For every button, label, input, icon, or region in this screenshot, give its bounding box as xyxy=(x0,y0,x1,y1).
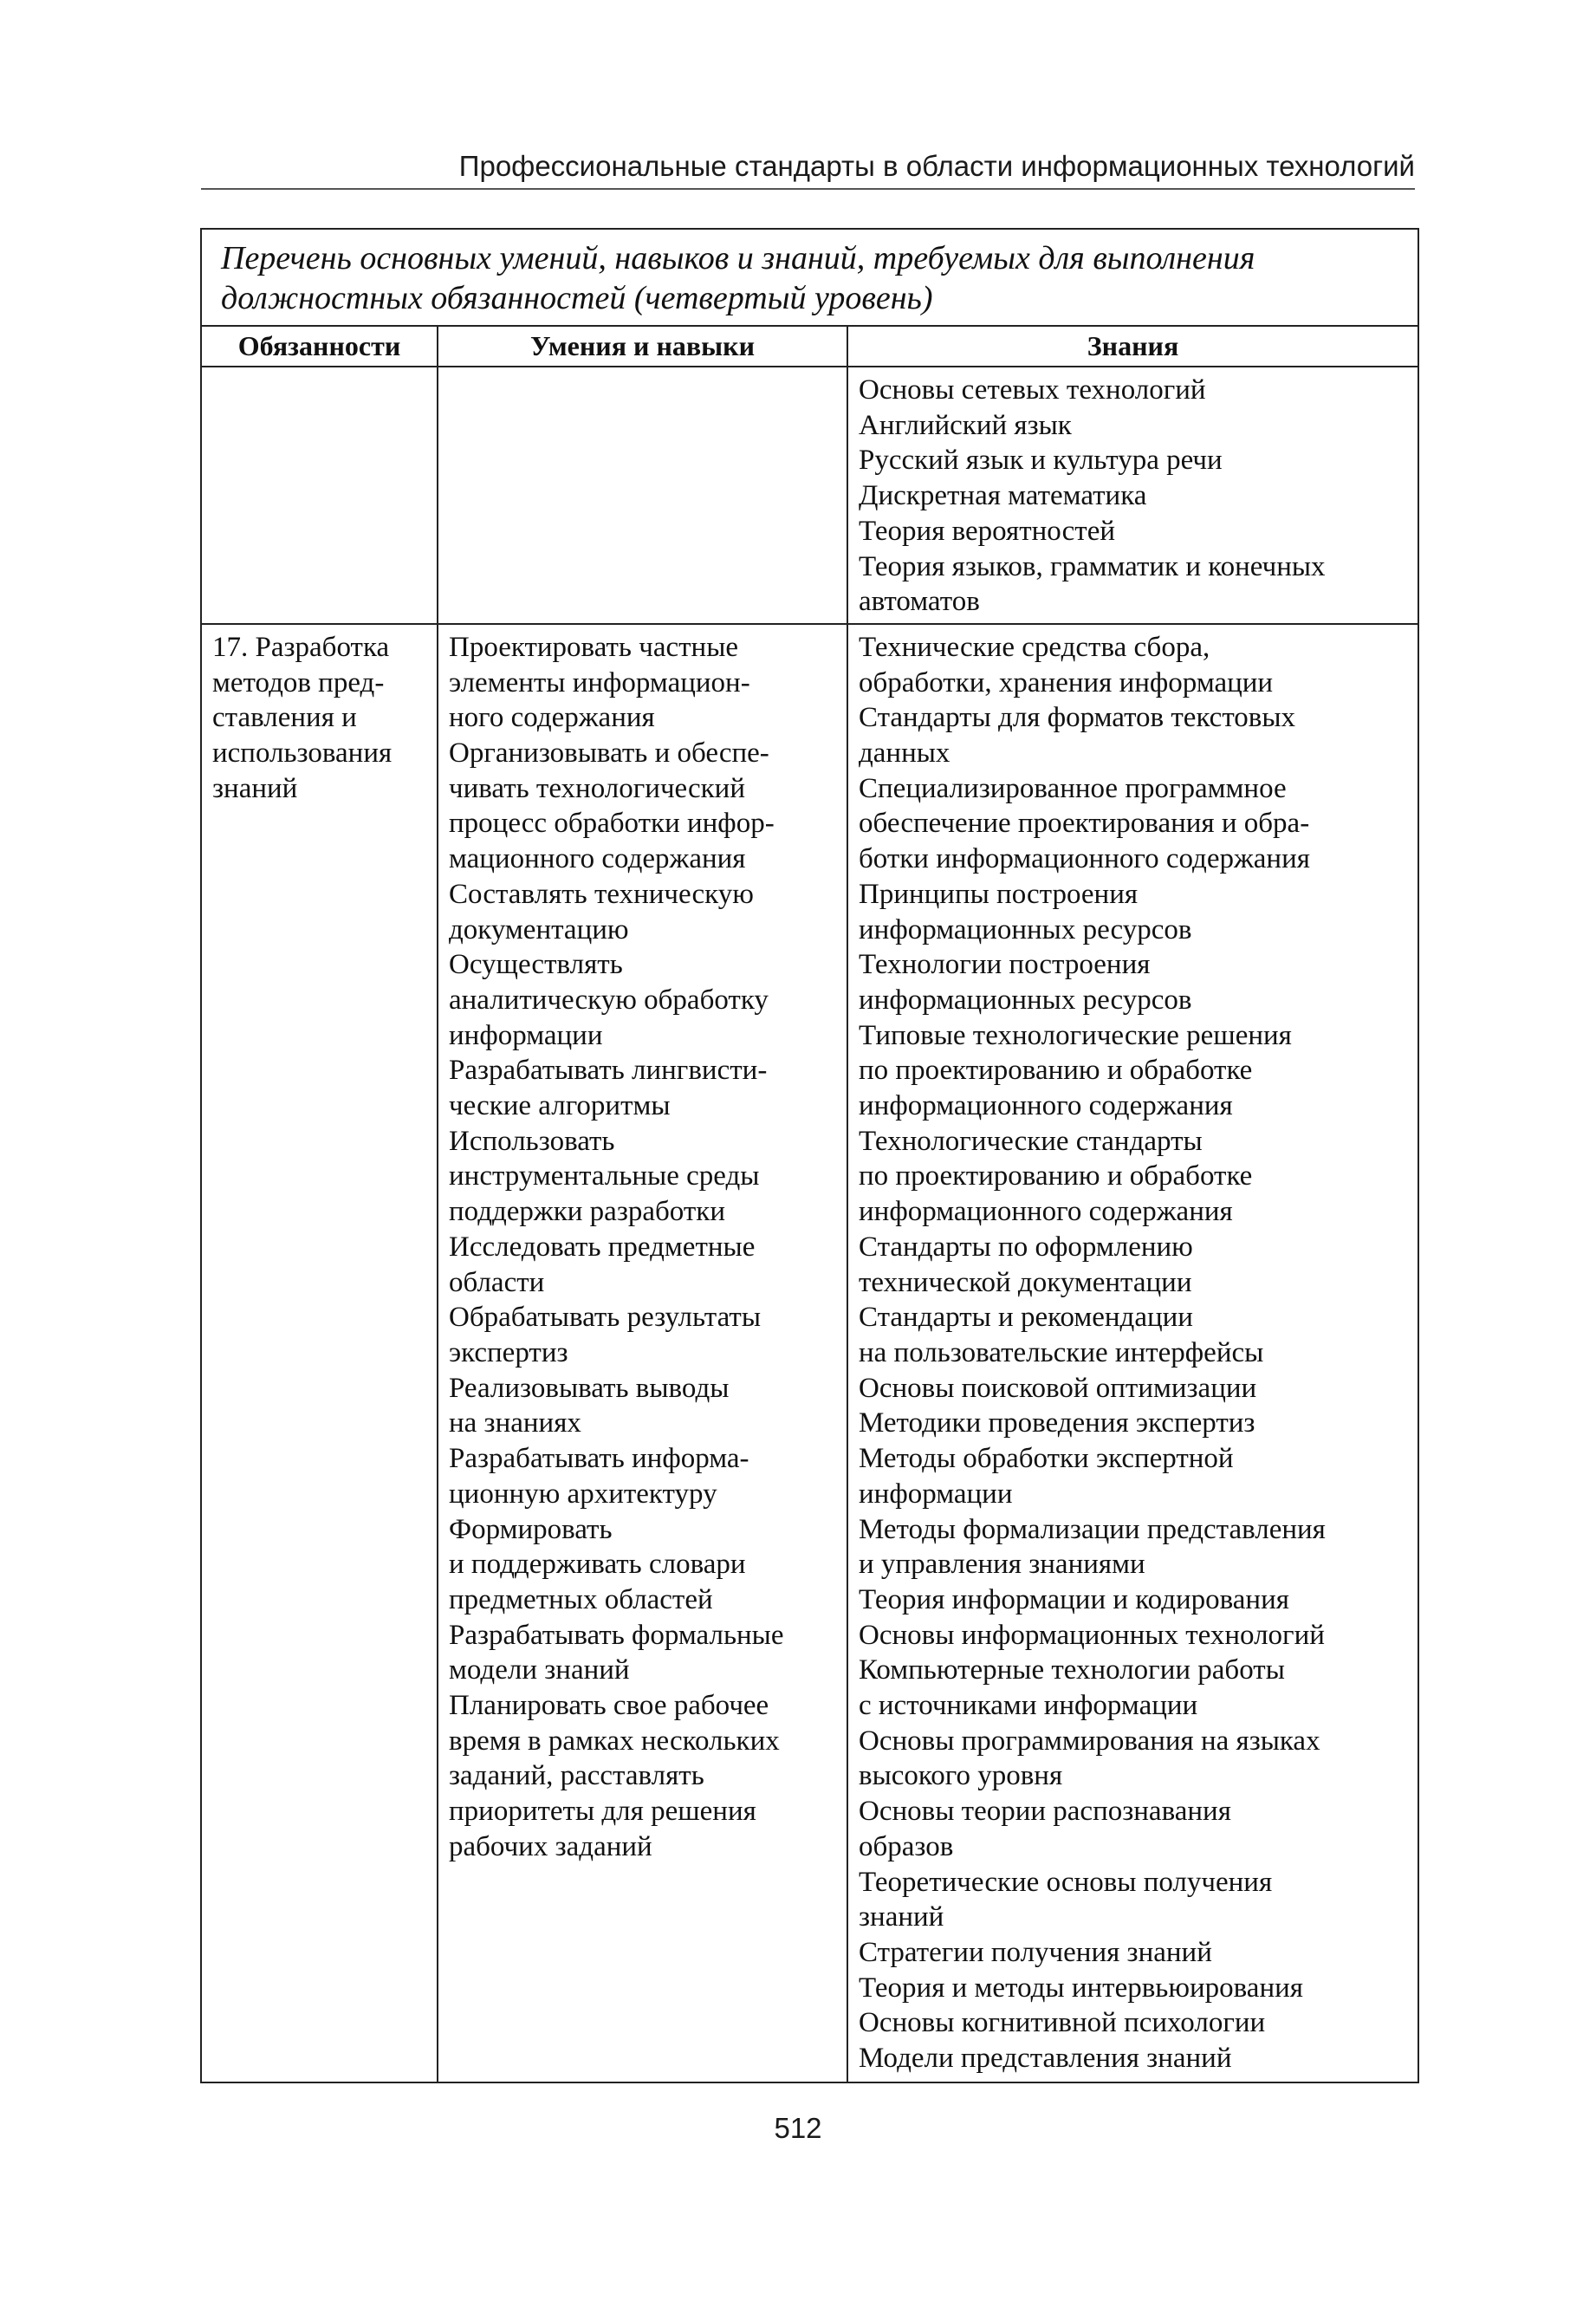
cell-line: документацию xyxy=(449,913,629,945)
caption-line: Перечень основных умений, навыков и знаний, требуемых для выполнения xyxy=(221,240,1255,276)
cell-line: данных xyxy=(859,737,950,770)
cell-line: информации xyxy=(859,1478,1013,1510)
cell-line: Компьютерные технологии работы xyxy=(859,1654,1285,1686)
cell-line: ботки информационного содержания xyxy=(859,843,1310,875)
cell-line: Основы программирования на языках xyxy=(859,1725,1320,1757)
cell-line: с источниками информации xyxy=(859,1690,1198,1722)
cell-line: по проектированию и обработке xyxy=(859,1055,1253,1087)
cell-line: Разрабатывать лингвисти- xyxy=(449,1055,768,1087)
cell-line: инструментальные среды xyxy=(449,1160,760,1192)
column-header-knowledge: Знания xyxy=(847,326,1418,367)
cell-line: поддержки разработки xyxy=(449,1196,725,1228)
knowledge-cell xyxy=(847,624,1418,2082)
cell-line: Методики проведения экспертиз xyxy=(859,1407,1255,1439)
table-row xyxy=(201,624,1418,2082)
cell-line: информации xyxy=(449,1019,603,1051)
cell-line: Методы обработки экспертной xyxy=(859,1443,1234,1475)
cell-line: Проектировать частные xyxy=(449,631,739,663)
cell-line: на пользовательские интерфейсы xyxy=(859,1336,1264,1368)
cell-line: по проектированию и обработке xyxy=(859,1160,1253,1192)
competency-table xyxy=(200,228,1419,2083)
duties-cell xyxy=(201,367,438,624)
cell-line: предметных областей xyxy=(449,1583,713,1615)
cell-line: модели знаний xyxy=(449,1654,630,1686)
cell-line: ческие алгоритмы xyxy=(449,1090,671,1122)
cell-line: Теория информации и кодирования xyxy=(859,1583,1289,1615)
cell-line: чивать технологический xyxy=(449,772,746,804)
cell-line: Теоретические основы получения xyxy=(859,1866,1273,1898)
cell-line: на знаниях xyxy=(449,1407,581,1439)
cell-line: обеспечение проектирования и обра- xyxy=(859,808,1310,840)
cell-line: Обрабатывать результаты xyxy=(449,1302,762,1334)
cell-line: ставления и xyxy=(212,702,357,734)
cell-line: Планировать свое рабочее xyxy=(449,1690,769,1722)
cell-line: ного содержания xyxy=(449,702,655,734)
cell-line: информационного содержания xyxy=(859,1196,1233,1228)
cell-line: Разрабатывать информа- xyxy=(449,1443,749,1475)
cell-line: знаний xyxy=(212,772,298,804)
table-header-row xyxy=(201,326,1418,367)
cell-line: 17. Разработка xyxy=(212,631,390,663)
cell-line: Основы информационных технологий xyxy=(859,1619,1325,1651)
cell-line: элементы информацион- xyxy=(449,666,750,698)
cell-line: Основы поисковой оптимизации xyxy=(859,1372,1257,1404)
cell-line: Технические средства сбора, xyxy=(859,631,1210,663)
cell-line: Основы сетевых технологий xyxy=(859,374,1206,406)
table-caption xyxy=(201,229,1418,326)
table-caption-row xyxy=(201,229,1418,326)
cell-line: Теория и методы интервьюирования xyxy=(859,1972,1303,2004)
cell-line: информационного содержания xyxy=(859,1090,1233,1122)
cell-line: Стратегии получения знаний xyxy=(859,1936,1212,1968)
cell-line: автоматов xyxy=(859,586,980,618)
page-number: 512 xyxy=(774,2112,822,2144)
cell-line: Основы когнитивной психологии xyxy=(859,2007,1266,2039)
cell-line: процесс обработки инфор- xyxy=(449,808,775,840)
cell-line: Английский язык xyxy=(859,409,1072,441)
cell-line: аналитическую обработку xyxy=(449,984,769,1016)
cell-line: высокого уровня xyxy=(859,1760,1063,1792)
skills-cell xyxy=(438,624,847,2082)
cell-line: использования xyxy=(212,737,393,770)
cell-line: Реализовывать выводы xyxy=(449,1372,730,1404)
cell-line: Формировать xyxy=(449,1513,613,1545)
cell-line: Исследовать предметные xyxy=(449,1231,756,1263)
cell-line: Стандарты для форматов текстовых xyxy=(859,702,1296,734)
cell-line: рабочих заданий xyxy=(449,1830,652,1862)
cell-line: методов пред- xyxy=(212,666,385,698)
cell-line: Методы формализации представления xyxy=(859,1513,1326,1545)
cell-line: Принципы построения xyxy=(859,878,1139,910)
cell-line: и поддерживать словари xyxy=(449,1549,746,1581)
header-rule xyxy=(201,188,1415,190)
column-header-duties: Обязанности xyxy=(201,326,438,367)
cell-line: Теория языков, грамматик и конечных xyxy=(859,550,1326,582)
cell-line: Теория вероятностей xyxy=(859,515,1116,547)
cell-line: информационных ресурсов xyxy=(859,984,1192,1016)
running-header: Профессиональные стандарты в области информационных технологий xyxy=(458,150,1415,182)
cell-line: Типовые технологические решения xyxy=(859,1019,1292,1051)
cell-line: Технологические стандарты xyxy=(859,1125,1203,1157)
skills-cell xyxy=(438,367,847,624)
cell-line: образов xyxy=(859,1830,954,1862)
cell-line: экспертиз xyxy=(449,1336,568,1368)
cell-line: Дискретная математика xyxy=(859,480,1147,512)
cell-line: приоритеты для решения xyxy=(449,1796,756,1828)
cell-line: Составлять техническую xyxy=(449,878,754,910)
cell-line: заданий, расставлять xyxy=(449,1760,704,1792)
table-row xyxy=(201,367,1418,624)
cell-line: ционную архитектуру xyxy=(449,1478,717,1510)
cell-line: Организовывать и обеспе- xyxy=(449,737,769,770)
cell-line: мационного содержания xyxy=(449,843,746,875)
duties-cell xyxy=(201,624,438,2082)
cell-line: Основы теории распознавания xyxy=(859,1796,1231,1828)
caption-line: должностных обязанностей (четвертый уровень) xyxy=(221,280,933,316)
cell-line: Осуществлять xyxy=(449,949,623,981)
cell-line: Технологии построения xyxy=(859,949,1151,981)
cell-line: Модели представления знаний xyxy=(859,2043,1232,2075)
cell-line: Специализированное программное xyxy=(859,772,1287,804)
cell-line: технической документации xyxy=(859,1266,1192,1298)
cell-line: области xyxy=(449,1266,545,1298)
cell-line: знаний xyxy=(859,1901,944,1933)
knowledge-cell xyxy=(847,367,1418,624)
cell-line: информационных ресурсов xyxy=(859,913,1192,945)
cell-line: и управления знаниями xyxy=(859,1549,1145,1581)
cell-line: Стандарты по оформлению xyxy=(859,1231,1193,1263)
cell-line: время в рамках нескольких xyxy=(449,1725,780,1757)
cell-line: Использовать xyxy=(449,1125,615,1157)
cell-line: Разрабатывать формальные xyxy=(449,1619,784,1651)
column-header-skills: Умения и навыки xyxy=(438,326,847,367)
cell-line: Русский язык и культура речи xyxy=(859,445,1223,477)
cell-line: Стандарты и рекомендации xyxy=(859,1302,1193,1334)
cell-line: обработки, хранения информации xyxy=(859,666,1274,698)
